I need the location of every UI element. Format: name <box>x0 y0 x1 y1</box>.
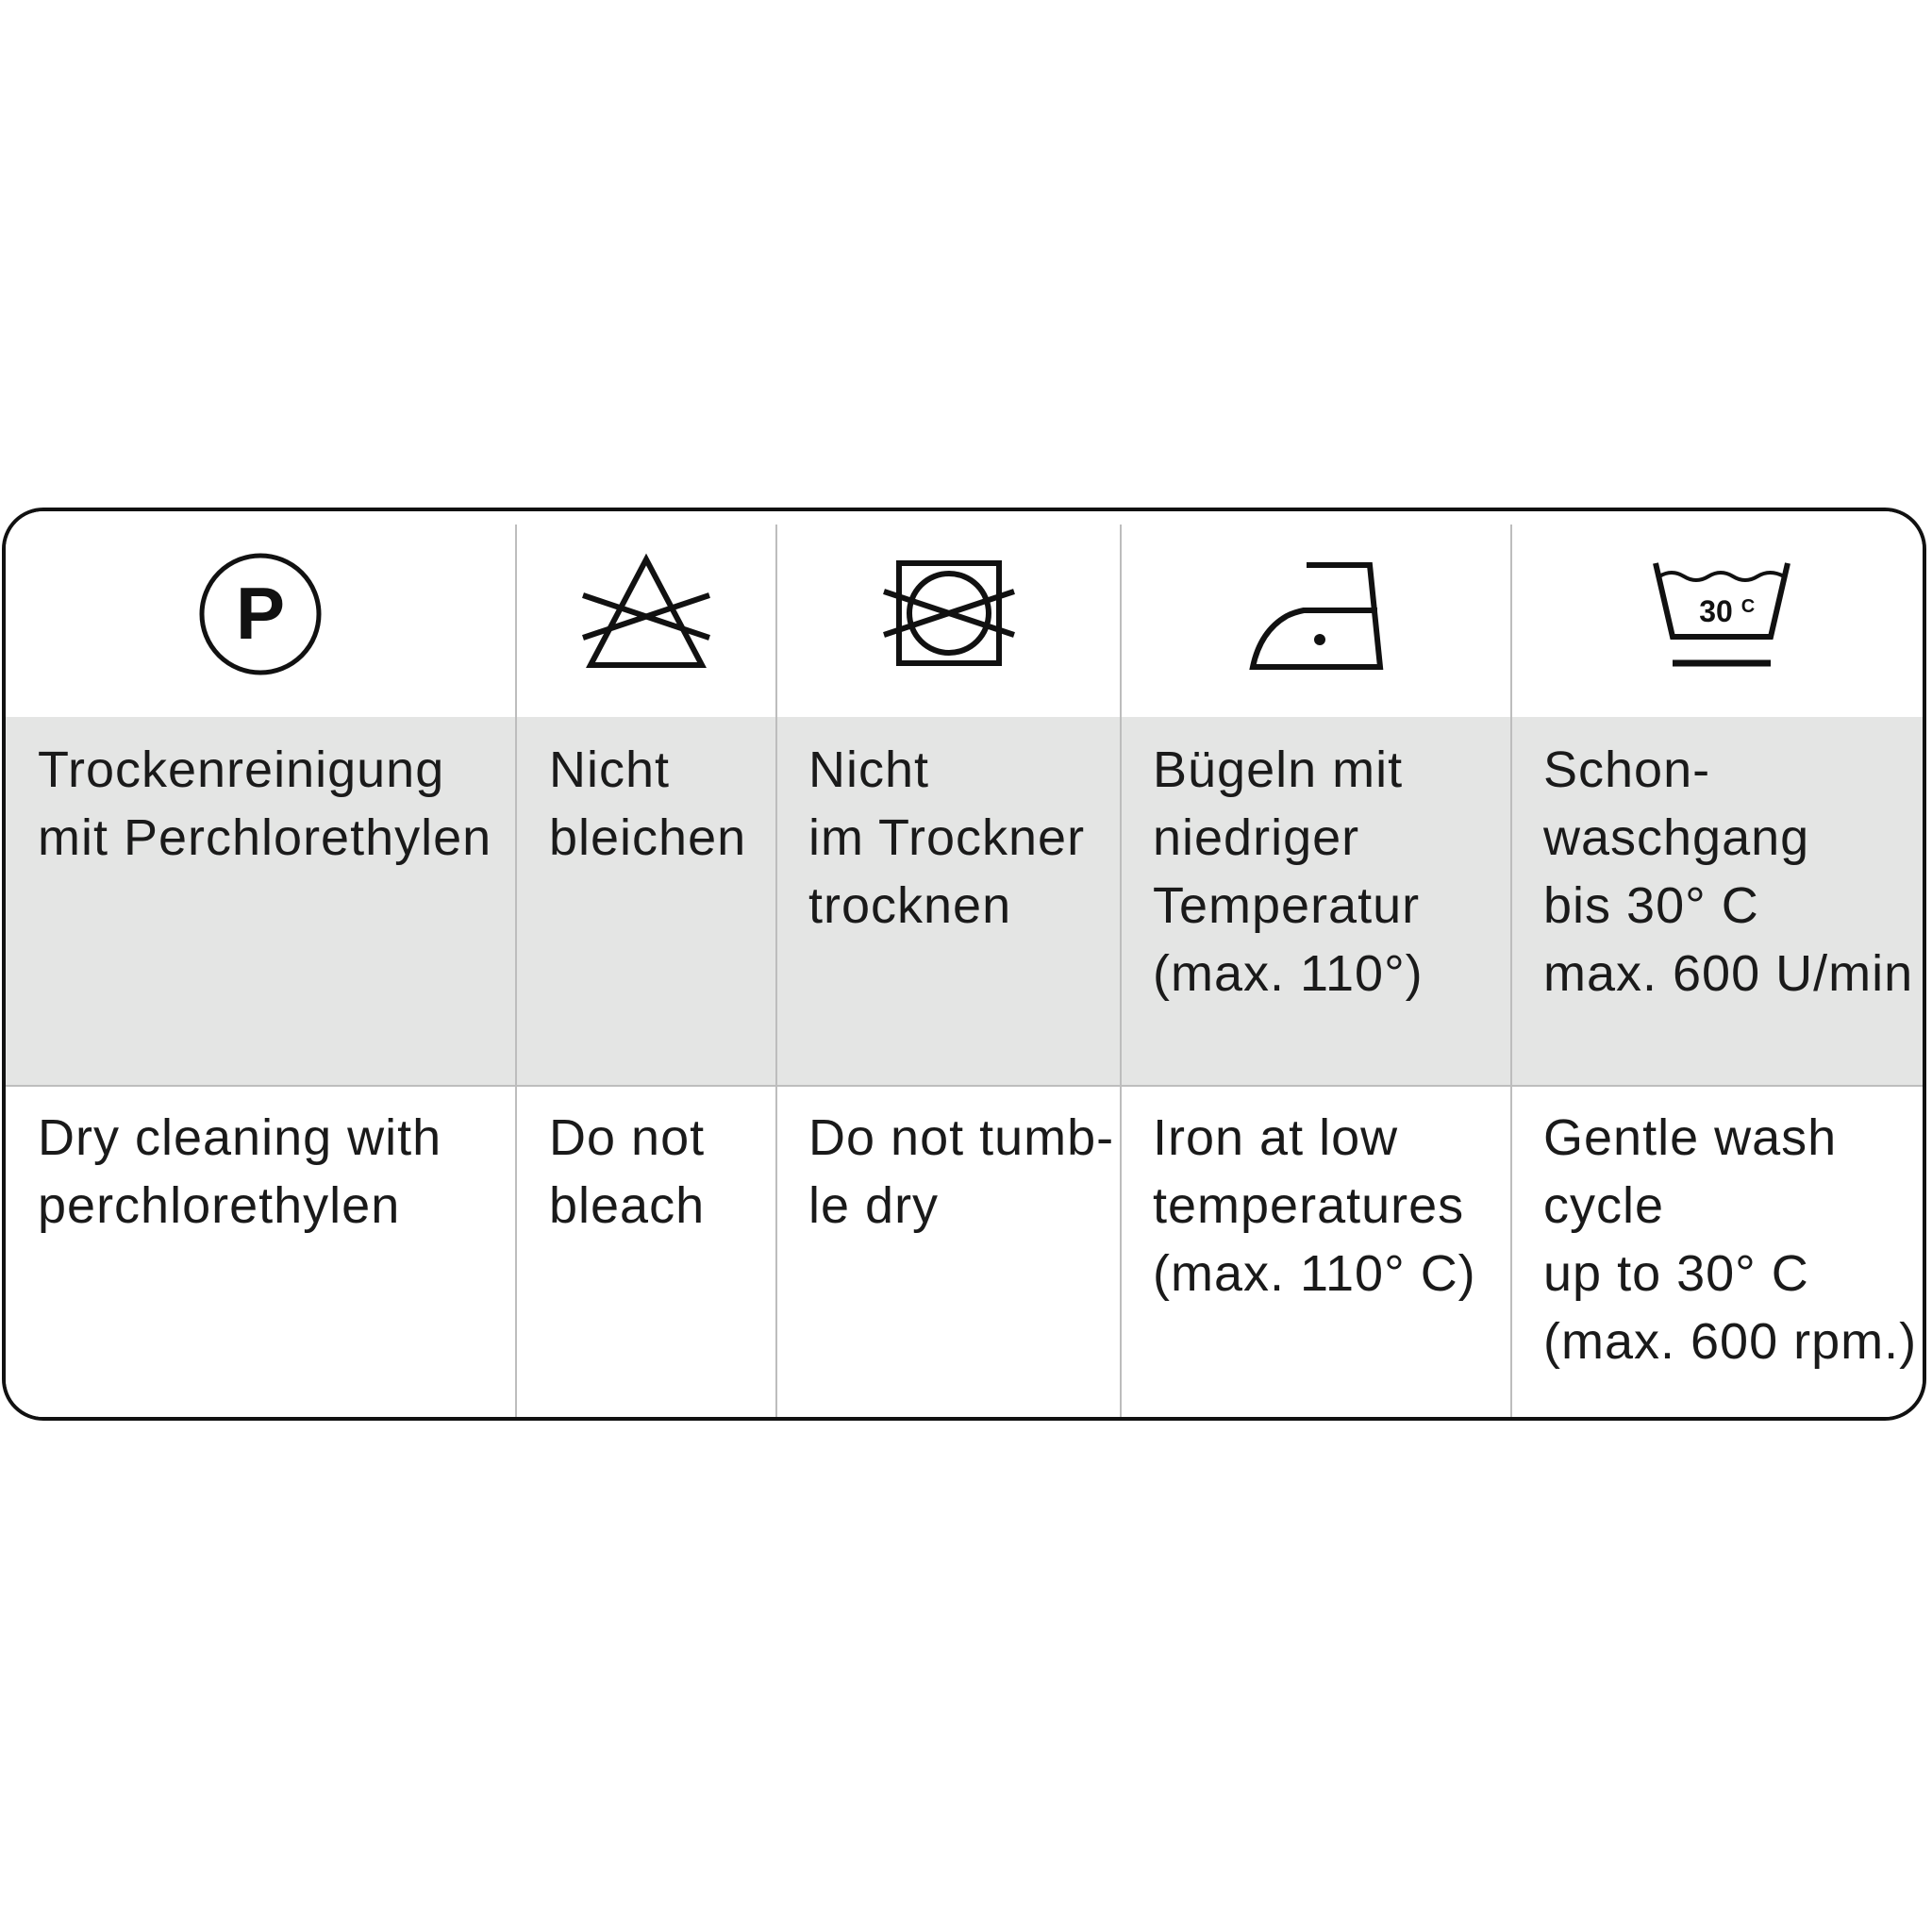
care-label-table <box>2 508 1926 1421</box>
wash-temperature-unit: C <box>1740 596 1755 617</box>
english-text-no-bleach: Do not bleach <box>549 1109 706 1234</box>
german-text-gentle-wash: Schon- waschgang bis 30° C max. 600 U/min <box>1543 741 1914 1002</box>
german-text-no-tumble-dry: Nicht im Trockner trocknen <box>808 741 1086 934</box>
german-text-iron: Bügeln mit niedriger Temperatur (max. 110°) <box>1153 741 1424 1002</box>
wash-temperature-label: 30 <box>1698 594 1733 628</box>
icon-cell-iron <box>1122 511 1510 717</box>
english-text-gentle-wash: Gentle wash cycle up to 30° C (max. 600 rpm.) <box>1543 1109 1918 1370</box>
dry-clean-letter: P <box>235 572 286 655</box>
dry-clean-p-icon <box>194 548 326 680</box>
icon-cell-gentle-wash <box>1512 511 1926 717</box>
english-text-iron: Iron at low temperatures (max. 110° C) <box>1153 1109 1476 1302</box>
do-not-tumble-dry-icon <box>878 548 1020 680</box>
german-text-no-bleach: Nicht bleichen <box>549 741 747 866</box>
icon-cell-dry-clean <box>6 511 515 717</box>
gentle-wash-30-icon <box>1646 548 1797 680</box>
icon-cell-no-tumble-dry <box>777 511 1120 717</box>
english-text-dry-clean: Dry cleaning with perchlorethylen <box>38 1109 442 1234</box>
english-text-no-tumble-dry: Do not tumb- le dry <box>808 1109 1115 1234</box>
icon-cell-no-bleach <box>517 511 775 717</box>
iron-low-temperature-icon <box>1245 548 1387 680</box>
do-not-bleach-icon <box>575 548 717 680</box>
german-text-dry-clean: Trockenreinigung mit Perchlorethylen <box>38 741 492 866</box>
